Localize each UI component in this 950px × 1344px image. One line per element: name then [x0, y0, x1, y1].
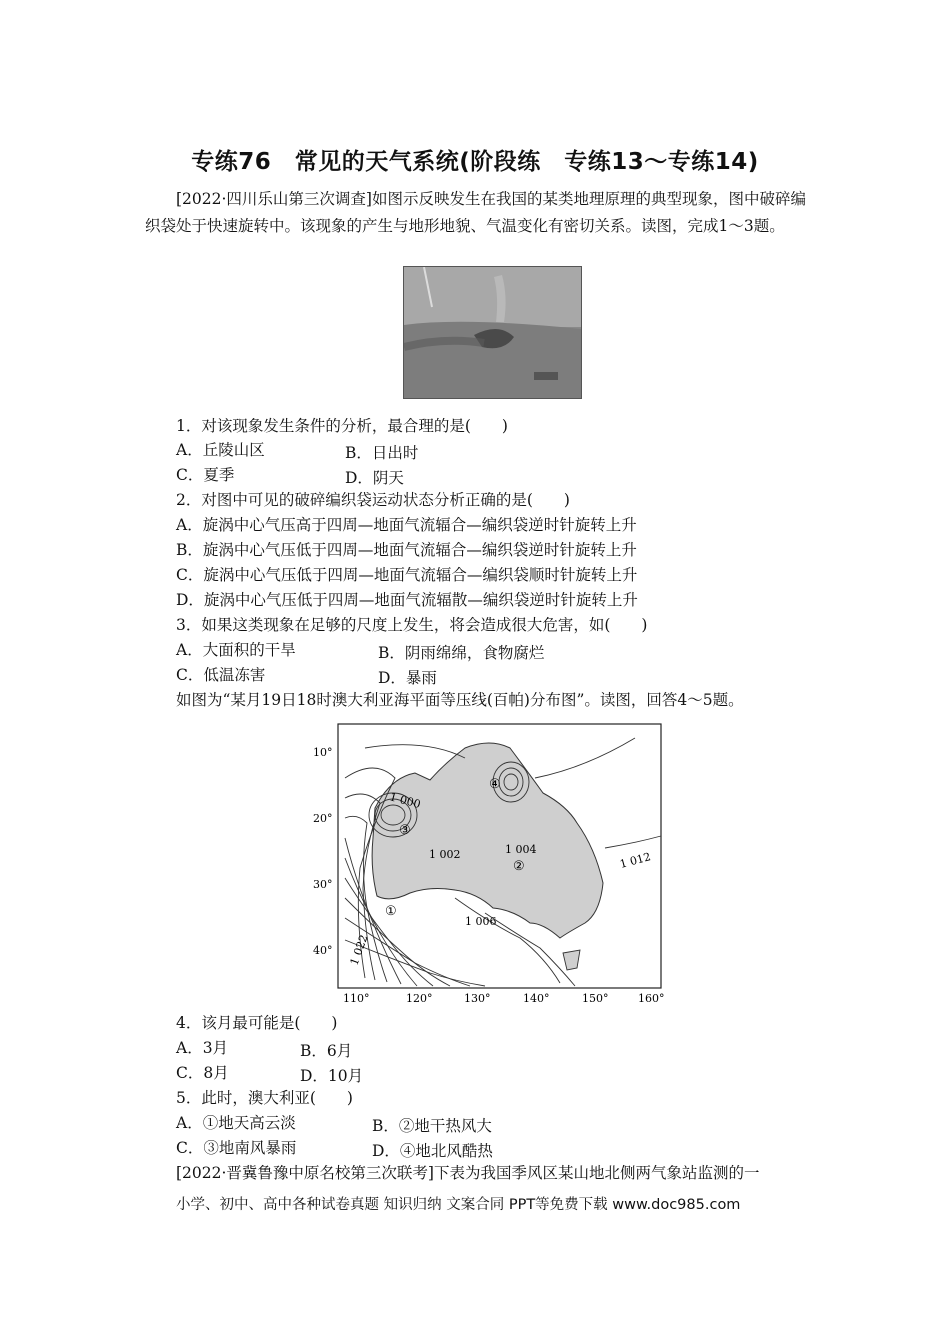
q1-option-d: D．阴天 — [345, 469, 404, 487]
isobar-label-1002: 1 002 — [429, 848, 461, 861]
isobar-label-1022: 1 022 — [347, 932, 371, 968]
marker-4: ④ — [489, 777, 501, 792]
lon-label-130: 130° — [464, 992, 491, 1005]
q2-option-c: C．旋涡中心气压低于四周—地面气流辐合—编织袋顺时针旋转上升 — [176, 566, 638, 584]
q4-option-a: A．3月 — [176, 1039, 229, 1057]
q1-option-a: A．丘陵山区 — [176, 441, 265, 459]
lat-label-30: 30° — [313, 878, 333, 891]
lat-label-40: 40° — [313, 944, 333, 957]
q2-stem: 2．对图中可见的破碎编织袋运动状态分析正确的是( ) — [176, 491, 570, 509]
q3-option-c: C．低温冻害 — [176, 666, 266, 684]
q3-option-b: B．阴雨绵绵，食物腐烂 — [378, 644, 545, 662]
q1-option-b: B．日出时 — [345, 444, 419, 462]
q3-stem: 3．如果这类现象在足够的尺度上发生，将会造成很大危害，如( ) — [176, 616, 648, 634]
lon-label-150: 150° — [582, 992, 609, 1005]
isobar-label-1006: 1 006 — [465, 915, 497, 928]
isobar-label-1004: 1 004 — [505, 843, 537, 856]
q1-stem: 1．对该现象发生条件的分析，最合理的是( ) — [176, 417, 508, 435]
page-footer: 小学、初中、高中各种试卷真题 知识归纳 文案合同 PPT等免费下载 www.doc985.com — [176, 1197, 741, 1213]
q5-option-c: C．③地南风暴雨 — [176, 1139, 297, 1157]
q4-option-c: C．8月 — [176, 1064, 229, 1082]
q4-option-b: B．6月 — [300, 1042, 353, 1060]
lon-label-140: 140° — [523, 992, 550, 1005]
q2-option-d: D．旋涡中心气压低于四周—地面气流辐散—编织袋逆时针旋转上升 — [176, 591, 638, 609]
isobar-map — [305, 718, 675, 1012]
q5-option-a: A．①地天高云淡 — [176, 1114, 296, 1132]
q4-option-d: D．10月 — [300, 1067, 364, 1085]
marker-2: ② — [513, 859, 525, 874]
lon-label-110: 110° — [343, 992, 370, 1005]
q4-stem: 4．该月最可能是( ) — [176, 1014, 338, 1032]
q3-option-d: D．暴雨 — [378, 669, 437, 687]
lon-label-120: 120° — [406, 992, 433, 1005]
isobar-label-1000: 1 000 — [388, 790, 423, 812]
intro-paragraph-2: 如图为“某月19日18时澳大利亚海平面等压线(百帕)分布图”。读图，回答4～5题。 — [176, 691, 744, 709]
intro-paragraph-1: [2022·四川乐山第三次调查]如图示反映发生在我国的某类地理原理的典型现象，图中破碎编织袋处于快速旋转中。该现象的产生与地形地貌、气温变化有密切关系。读图，完成1～3题。 — [145, 190, 806, 235]
q5-option-b: B．②地干热风大 — [372, 1117, 492, 1135]
marker-1: ① — [385, 904, 397, 919]
marker-3: ③ — [399, 823, 411, 838]
q1-option-c: C．夏季 — [176, 466, 235, 484]
whirlwind-photo — [403, 266, 582, 399]
q3-option-a: A．大面积的干旱 — [176, 641, 296, 659]
lat-label-20: 20° — [313, 812, 333, 825]
intro-paragraph-3: [2022·晋冀鲁豫中原名校第三次联考]下表为我国季风区某山地北侧两气象站监测的一 — [176, 1164, 760, 1182]
lon-label-160: 160° — [638, 992, 665, 1005]
q2-option-a: A．旋涡中心气压高于四周—地面气流辐合—编织袋逆时针旋转上升 — [176, 516, 637, 534]
page-title: 专练76 常见的天气系统(阶段练 专练13～专练14) — [191, 149, 759, 175]
lat-label-10: 10° — [313, 746, 333, 759]
q2-option-b: B．旋涡中心气压低于四周—地面气流辐合—编织袋逆时针旋转上升 — [176, 541, 637, 559]
q5-stem: 5．此时，澳大利亚( ) — [176, 1089, 353, 1107]
isobar-label-1012: 1 012 — [618, 850, 653, 871]
q5-option-d: D．④地北风酷热 — [372, 1142, 493, 1160]
